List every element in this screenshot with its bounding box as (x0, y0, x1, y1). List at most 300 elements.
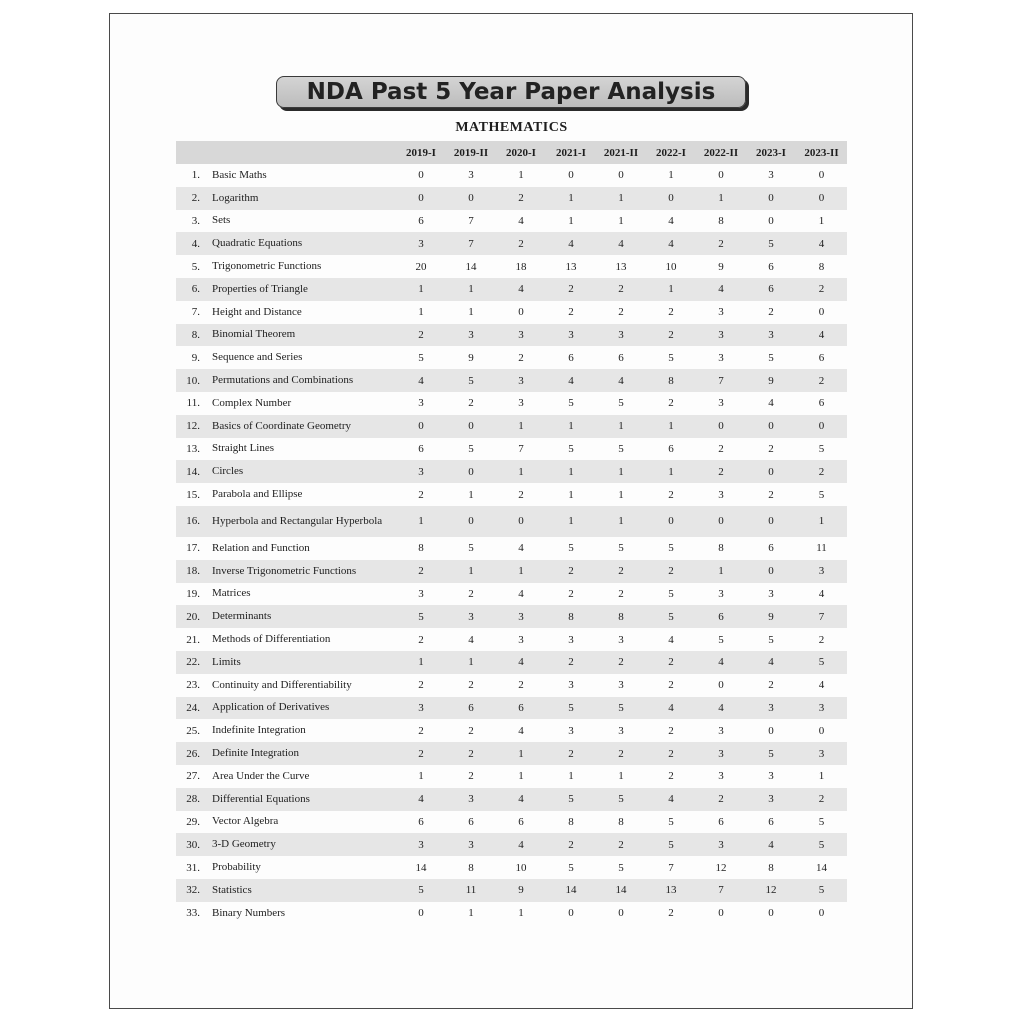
question-count-cell: 5 (746, 742, 796, 765)
table-row (176, 278, 847, 301)
question-count-cell: 2 (396, 324, 446, 347)
question-count-cell: 2 (418, 724, 424, 737)
question-count-cell: 4 (468, 633, 474, 646)
row-number: 26. (176, 742, 208, 765)
topic-name: Circles (208, 460, 396, 483)
question-count-cell: 8 (718, 214, 724, 227)
row-number: 4. (176, 232, 208, 255)
header-topic-cell (208, 141, 396, 164)
question-count-cell: 0 (746, 560, 796, 583)
question-count-cell: 4 (668, 214, 674, 227)
question-count-cell: 3 (418, 587, 424, 600)
question-count-cell: 2 (396, 742, 446, 765)
table-row (176, 719, 847, 742)
question-count-cell: 7 (696, 369, 746, 392)
question-count-cell: 2 (596, 651, 646, 674)
table-row (176, 605, 847, 628)
question-count-cell: 5 (668, 815, 674, 828)
question-count-cell: 6 (818, 351, 825, 364)
question-count-cell: 0 (646, 506, 696, 537)
question-count-cell: 3 (446, 605, 496, 628)
question-count-cell: 1 (668, 169, 674, 182)
topic-name: Probability (212, 861, 261, 873)
question-count-cell: 2 (518, 351, 524, 364)
table-header-row (176, 141, 847, 164)
question-count-cell: 9 (718, 260, 724, 273)
question-count-cell: 2 (418, 679, 424, 692)
question-count-cell: 2 (796, 369, 847, 392)
question-count-cell: 1 (618, 214, 624, 227)
row-number: 5. (191, 260, 200, 273)
question-count-cell: 8 (646, 369, 696, 392)
question-count-cell: 2 (696, 232, 746, 255)
topic-name: Matrices (212, 587, 251, 600)
row-number: 33. (186, 907, 200, 920)
question-count-cell: 13 (646, 879, 696, 902)
table-row (176, 537, 847, 560)
question-count-cell: 2 (468, 587, 474, 600)
question-count-cell: 5 (768, 351, 774, 364)
topic-name: Basics of Coordinate Geometry (208, 415, 396, 438)
question-count-cell: 0 (718, 679, 724, 692)
question-count-cell: 2 (768, 679, 774, 692)
subject-heading: MATHEMATICS (455, 120, 568, 135)
question-count-cell: 2 (768, 442, 774, 455)
question-count-cell: 0 (746, 506, 796, 537)
question-count-cell: 5 (618, 861, 624, 874)
row-number: 27. (186, 770, 200, 783)
question-count-cell: 1 (396, 506, 446, 537)
question-count-cell: 3 (396, 232, 446, 255)
question-count-cell: 14 (816, 861, 827, 874)
question-count-cell: 2 (518, 488, 524, 501)
question-count-cell: 7 (796, 605, 847, 628)
question-count-cell: 3 (618, 679, 624, 692)
question-count-cell: 0 (718, 169, 724, 182)
question-count-cell: 3 (718, 724, 724, 737)
question-count-cell: 1 (618, 770, 624, 783)
question-count-cell: 8 (568, 815, 574, 828)
topic-name: Hyperbola and Rectangular Hyperbola (208, 506, 396, 537)
question-count-cell: 5 (596, 697, 646, 720)
question-count-cell: 2 (668, 397, 674, 410)
question-count-cell: 2 (596, 742, 646, 765)
question-count-cell: 0 (446, 460, 496, 483)
question-count-cell: 1 (596, 460, 646, 483)
question-count-cell: 8 (718, 542, 724, 555)
question-count-cell: 3 (768, 587, 774, 600)
column-header: 2022-II (696, 141, 746, 164)
question-count-cell: 0 (796, 415, 847, 438)
question-count-cell: 2 (546, 560, 596, 583)
question-count-cell: 5 (818, 488, 825, 501)
table-row (176, 811, 847, 834)
table-row (176, 674, 847, 697)
table-body (176, 164, 847, 925)
question-count-cell: 5 (568, 861, 574, 874)
column-header: 2019-I (396, 141, 446, 164)
question-count-cell: 4 (696, 651, 746, 674)
topic-name: Basic Maths (212, 168, 267, 181)
question-count-cell: 4 (518, 214, 524, 227)
row-number: 31. (186, 861, 200, 874)
question-count-cell: 3 (746, 788, 796, 811)
question-count-cell: 2 (618, 587, 624, 600)
question-count-cell: 4 (646, 788, 696, 811)
question-count-cell: 4 (518, 587, 524, 600)
question-count-cell: 0 (818, 724, 825, 737)
row-number: 19. (186, 587, 200, 600)
question-count-cell: 5 (618, 442, 624, 455)
question-count-cell: 5 (568, 542, 574, 555)
question-count-cell: 5 (568, 442, 574, 455)
question-count-cell: 0 (418, 907, 424, 920)
question-count-cell: 0 (768, 724, 774, 737)
question-count-cell: 8 (818, 260, 825, 273)
table-row (176, 560, 847, 583)
question-count-cell: 1 (546, 460, 596, 483)
question-count-cell: 3 (518, 633, 524, 646)
question-count-cell: 6 (468, 815, 474, 828)
question-count-cell: 6 (668, 442, 674, 455)
row-number: 12. (176, 415, 208, 438)
question-count-cell: 5 (618, 397, 624, 410)
question-count-cell: 3 (618, 633, 624, 646)
row-number: 21. (186, 633, 200, 646)
column-header: 2021-I (546, 141, 596, 164)
question-count-cell: 5 (746, 232, 796, 255)
question-count-cell: 5 (646, 605, 696, 628)
question-count-cell: 6 (818, 397, 825, 410)
table-row (176, 765, 847, 788)
question-count-cell: 7 (668, 861, 674, 874)
question-count-cell: 3 (596, 324, 646, 347)
row-number: 28. (176, 788, 208, 811)
question-count-cell: 0 (396, 415, 446, 438)
question-count-cell: 4 (496, 651, 546, 674)
question-count-cell: 0 (818, 169, 825, 182)
question-count-cell: 0 (518, 306, 524, 319)
question-count-cell: 3 (418, 397, 424, 410)
row-number: 8. (176, 324, 208, 347)
question-count-cell: 3 (696, 833, 746, 856)
table-row (176, 697, 847, 720)
header-number-cell (176, 141, 208, 164)
question-count-cell: 3 (796, 560, 847, 583)
question-count-cell: 2 (796, 460, 847, 483)
table-row (176, 628, 847, 651)
question-count-cell: 1 (818, 214, 825, 227)
question-count-cell: 5 (618, 542, 624, 555)
question-count-cell: 2 (568, 587, 574, 600)
question-count-cell: 8 (418, 542, 424, 555)
topic-name: Sets (212, 214, 231, 227)
question-count-cell: 4 (518, 542, 524, 555)
question-count-cell: 0 (418, 169, 424, 182)
column-header: 2021-II (596, 141, 646, 164)
question-count-cell: 1 (596, 187, 646, 210)
question-count-cell: 4 (646, 697, 696, 720)
question-count-cell: 1 (446, 560, 496, 583)
question-count-cell: 3 (796, 742, 847, 765)
question-count-cell: 6 (768, 260, 774, 273)
question-count-cell: 5 (796, 651, 847, 674)
row-number: 16. (176, 506, 208, 537)
question-count-cell: 3 (546, 324, 596, 347)
question-count-cell: 8 (546, 605, 596, 628)
question-count-cell: 0 (618, 169, 624, 182)
question-count-cell: 2 (546, 742, 596, 765)
question-count-cell: 1 (696, 560, 746, 583)
question-count-cell: 2 (568, 306, 574, 319)
question-count-cell: 3 (718, 351, 724, 364)
question-count-cell: 3 (446, 833, 496, 856)
question-count-cell: 5 (546, 697, 596, 720)
topic-name: Logarithm (208, 187, 396, 210)
question-count-cell: 2 (646, 742, 696, 765)
topic-name: Parabola and Ellipse (212, 488, 303, 501)
question-count-cell: 1 (696, 187, 746, 210)
question-count-cell: 3 (718, 306, 724, 319)
question-count-cell: 2 (546, 833, 596, 856)
table-row (176, 460, 847, 483)
question-count-cell: 5 (818, 442, 825, 455)
question-count-cell: 2 (718, 442, 724, 455)
question-count-cell: 4 (596, 232, 646, 255)
question-count-cell: 1 (818, 770, 825, 783)
question-count-cell: 2 (396, 560, 446, 583)
question-count-cell: 3 (768, 169, 774, 182)
question-count-cell: 4 (818, 679, 825, 692)
question-count-cell: 1 (396, 651, 446, 674)
column-header: 2022-I (646, 141, 696, 164)
question-count-cell: 6 (768, 815, 774, 828)
question-count-cell: 1 (496, 460, 546, 483)
row-number: 13. (186, 442, 200, 455)
question-count-cell: 4 (696, 278, 746, 301)
row-number: 10. (176, 369, 208, 392)
question-count-cell: 6 (418, 815, 424, 828)
question-count-cell: 9 (468, 351, 474, 364)
question-count-cell: 10 (665, 260, 677, 273)
question-count-cell: 2 (446, 742, 496, 765)
topic-name: Inverse Trigonometric Functions (208, 560, 396, 583)
question-count-cell: 1 (496, 742, 546, 765)
question-count-cell: 0 (746, 460, 796, 483)
question-count-cell: 5 (668, 587, 674, 600)
question-count-cell: 5 (546, 788, 596, 811)
column-header: 2019-II (446, 141, 496, 164)
question-count-cell: 2 (768, 488, 774, 501)
question-count-cell: 2 (668, 488, 674, 501)
question-count-cell: 6 (496, 697, 546, 720)
question-count-cell: 18 (515, 260, 527, 273)
question-count-cell: 5 (568, 397, 574, 410)
question-count-cell: 12 (746, 879, 796, 902)
question-count-cell: 2 (468, 724, 474, 737)
topic-name: Area Under the Curve (212, 769, 310, 782)
question-count-cell: 2 (418, 488, 424, 501)
question-count-cell: 3 (468, 169, 474, 182)
question-count-cell: 1 (418, 770, 424, 783)
question-count-cell: 5 (668, 351, 674, 364)
table-row (176, 346, 847, 369)
table-row (176, 187, 847, 210)
question-count-cell: 6 (568, 351, 574, 364)
question-count-cell: 1 (518, 770, 524, 783)
question-count-cell: 9 (746, 605, 796, 628)
topic-name: Height and Distance (212, 305, 302, 318)
topic-name: Sequence and Series (212, 351, 303, 364)
question-count-cell: 2 (546, 651, 596, 674)
question-count-cell: 2 (468, 397, 474, 410)
table-row (176, 392, 847, 415)
question-count-cell: 2 (796, 278, 847, 301)
question-count-cell: 1 (568, 214, 574, 227)
row-number: 32. (176, 879, 208, 902)
table-row (176, 506, 847, 537)
question-count-cell: 1 (468, 306, 474, 319)
topic-name: Trigonometric Functions (212, 260, 322, 273)
question-count-cell: 2 (596, 560, 646, 583)
question-count-cell: 7 (446, 232, 496, 255)
topic-name: Methods of Differentiation (212, 633, 331, 646)
question-count-cell: 3 (568, 679, 574, 692)
question-count-cell: 0 (446, 187, 496, 210)
question-count-cell: 3 (746, 324, 796, 347)
question-count-cell: 1 (446, 651, 496, 674)
table-row (176, 879, 847, 902)
question-count-cell: 5 (796, 833, 847, 856)
table-row (176, 483, 847, 506)
question-count-cell: 2 (696, 460, 746, 483)
column-header: 2023-I (746, 141, 796, 164)
question-count-cell: 4 (546, 369, 596, 392)
topic-name: Quadratic Equations (208, 232, 396, 255)
question-count-cell: 1 (568, 770, 574, 783)
topic-name: Differential Equations (208, 788, 396, 811)
question-count-cell: 8 (468, 861, 474, 874)
question-count-cell: 1 (596, 506, 646, 537)
question-count-cell: 1 (396, 278, 446, 301)
topic-name: Determinants (208, 605, 396, 628)
topic-name: Properties of Triangle (208, 278, 396, 301)
question-count-cell: 6 (696, 605, 746, 628)
row-number: 24. (176, 697, 208, 720)
question-count-cell: 4 (746, 651, 796, 674)
question-count-cell: 4 (546, 232, 596, 255)
question-count-cell: 2 (468, 770, 474, 783)
question-count-cell: 2 (618, 306, 624, 319)
question-count-cell: 6 (618, 351, 624, 364)
question-count-cell: 4 (496, 788, 546, 811)
question-count-cell: 3 (496, 369, 546, 392)
question-count-cell: 6 (518, 815, 524, 828)
column-header: 2023-II (796, 141, 847, 164)
row-number: 25. (186, 724, 200, 737)
question-count-cell: 4 (396, 788, 446, 811)
question-count-cell: 2 (496, 187, 546, 210)
question-count-cell: 3 (746, 697, 796, 720)
question-count-cell: 3 (768, 770, 774, 783)
table-row (176, 164, 847, 187)
question-count-cell: 4 (746, 833, 796, 856)
question-count-cell: 6 (418, 214, 424, 227)
question-count-cell: 3 (718, 488, 724, 501)
question-count-cell: 3 (446, 324, 496, 347)
table-row (176, 902, 847, 925)
question-count-cell: 4 (596, 369, 646, 392)
question-count-cell: 1 (496, 560, 546, 583)
question-count-cell: 14 (465, 260, 477, 273)
question-count-cell: 1 (546, 415, 596, 438)
row-number: 17. (186, 542, 200, 555)
question-count-cell: 5 (818, 815, 825, 828)
question-count-cell: 0 (796, 187, 847, 210)
question-count-cell: 9 (496, 879, 546, 902)
question-count-cell: 8 (618, 815, 624, 828)
table-row (176, 742, 847, 765)
question-count-cell: 13 (615, 260, 627, 273)
row-number: 30. (176, 833, 208, 856)
row-number: 2. (176, 187, 208, 210)
table-row (176, 833, 847, 856)
question-count-cell: 6 (768, 542, 774, 555)
question-count-cell: 1 (618, 488, 624, 501)
question-count-cell: 2 (596, 833, 646, 856)
question-count-cell: 0 (696, 506, 746, 537)
question-count-cell: 1 (468, 488, 474, 501)
question-count-cell: 2 (668, 724, 674, 737)
row-number: 3. (191, 214, 200, 227)
topic-name: Relation and Function (212, 541, 310, 554)
question-count-cell: 20 (415, 260, 427, 273)
question-count-cell: 12 (715, 861, 727, 874)
row-number: 29. (186, 815, 200, 828)
question-count-cell: 4 (496, 833, 546, 856)
question-count-cell: 1 (418, 306, 424, 319)
question-count-cell: 10 (515, 861, 527, 874)
table-row (176, 856, 847, 879)
table-row (176, 210, 847, 233)
question-count-cell: 0 (746, 187, 796, 210)
question-count-cell: 0 (718, 907, 724, 920)
question-count-cell: 2 (668, 679, 674, 692)
topic-name: Vector Algebra (212, 815, 279, 828)
question-count-cell: 5 (468, 442, 474, 455)
question-count-cell: 2 (546, 278, 596, 301)
question-count-cell: 1 (646, 278, 696, 301)
question-count-cell: 5 (768, 633, 774, 646)
question-count-cell: 3 (568, 633, 574, 646)
question-count-cell: 1 (546, 187, 596, 210)
question-count-cell: 0 (818, 306, 825, 319)
question-count-cell: 2 (468, 679, 474, 692)
question-count-cell: 3 (496, 324, 546, 347)
question-count-cell: 3 (568, 724, 574, 737)
question-count-cell: 3 (396, 833, 446, 856)
question-count-cell: 0 (818, 907, 825, 920)
question-count-cell: 4 (696, 697, 746, 720)
topic-name: Application of Derivatives (208, 697, 396, 720)
question-count-cell: 0 (496, 506, 546, 537)
question-count-cell: 2 (418, 633, 424, 646)
row-number: 15. (186, 488, 200, 501)
table-row (176, 788, 847, 811)
question-count-cell: 5 (396, 605, 446, 628)
question-count-cell: 8 (768, 861, 774, 874)
question-count-cell: 3 (696, 324, 746, 347)
